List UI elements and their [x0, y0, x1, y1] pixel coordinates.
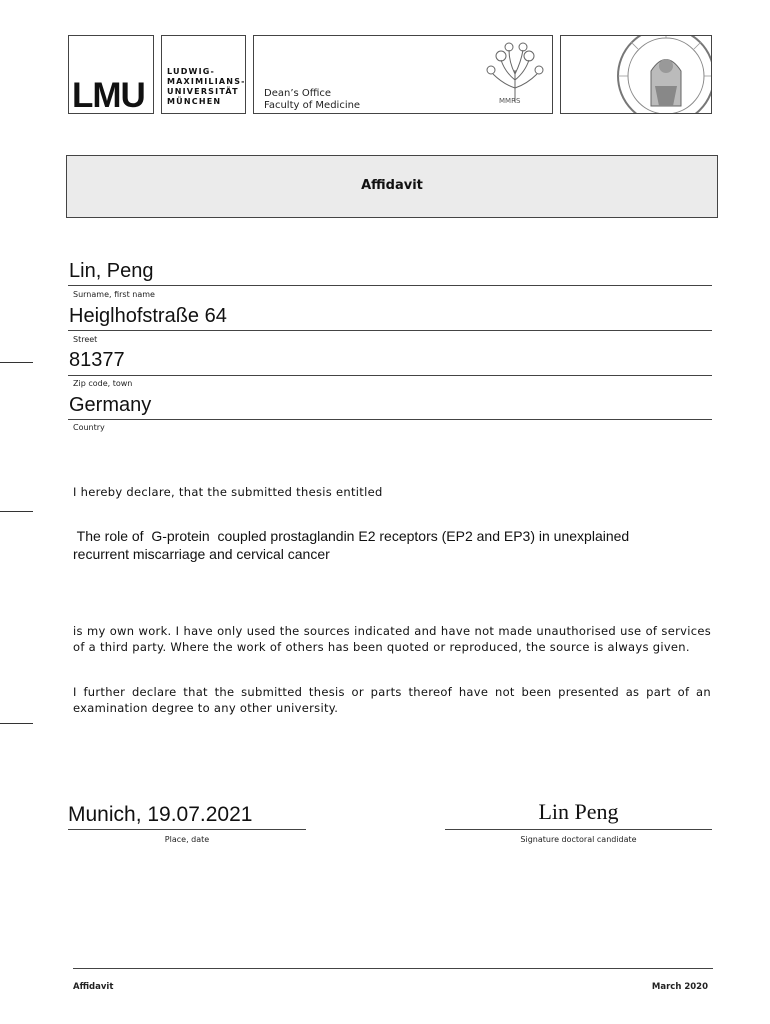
- university-name: LUDWIG- MAXIMILIANS- UNIVERSITÄT MÜNCHEN: [167, 67, 246, 106]
- field-rule: [68, 285, 712, 286]
- footer-right: March 2020: [651, 982, 708, 992]
- field-rule: [68, 330, 712, 331]
- lmu-logo: LMU: [72, 76, 145, 115]
- street-field-value: Heiglhofstraße 64: [69, 305, 227, 327]
- declaration-intro: I hereby declare, that the submitted thesis entitled: [73, 485, 383, 499]
- country-field-value: Germany: [69, 394, 152, 416]
- university-seal-icon: [611, 35, 712, 114]
- footer-rule: [73, 968, 713, 969]
- page-title: Affidavit: [361, 178, 423, 193]
- signature-label: Signature doctoral candidate: [520, 835, 637, 844]
- zip-field-value: 81377: [69, 349, 125, 371]
- place-date-rule: [68, 829, 306, 830]
- thesis-title-line1: The role of G-protein coupled prostaglandin E2 receptors (EP2 and EP3) in unexplained: [73, 528, 630, 544]
- signature-value: Lin Peng: [538, 799, 619, 824]
- dean-office-text: Dean’s Office Faculty of Medicine: [264, 88, 361, 111]
- declaration-paragraph-2: I further declare that the submitted thesis or parts thereof have not been presented as part of an examination degree to any other university.: [73, 685, 711, 715]
- lmu-logo-box: [68, 35, 154, 114]
- place-date-value: Munich, 19.07.2021: [68, 803, 253, 826]
- name-field-value: Lin, Peng: [69, 260, 154, 282]
- zip-field-label: Zip code, town: [73, 379, 133, 388]
- name-field-label: Surname, first name: [73, 290, 155, 299]
- university-name-box: [161, 35, 246, 114]
- svg-text:MMRS: MMRS: [499, 97, 521, 105]
- title-box: [66, 155, 718, 218]
- thesis-title-line2: recurrent miscarriage and cervical cancer: [73, 546, 330, 562]
- declaration-paragraph-1: is my own work. I have only used the sources indicated and have not made unauthorised use of services of a third party. Where the work of others has been quoted or reproduced, the source is always given.: [73, 624, 711, 654]
- field-rule: [68, 419, 712, 420]
- dean-office-box: [253, 35, 553, 114]
- margin-mark: [0, 723, 33, 724]
- footer-left: Affidavit: [73, 982, 114, 992]
- field-rule: [68, 375, 712, 376]
- street-field-label: Street: [73, 335, 98, 344]
- mmrs-tree-logo: [479, 40, 551, 110]
- margin-mark: [0, 362, 33, 363]
- place-date-label: Place, date: [164, 835, 210, 844]
- signature-rule: [445, 829, 712, 830]
- seal-box: [560, 35, 712, 114]
- country-field-label: Country: [73, 423, 105, 432]
- margin-mark: [0, 511, 33, 512]
